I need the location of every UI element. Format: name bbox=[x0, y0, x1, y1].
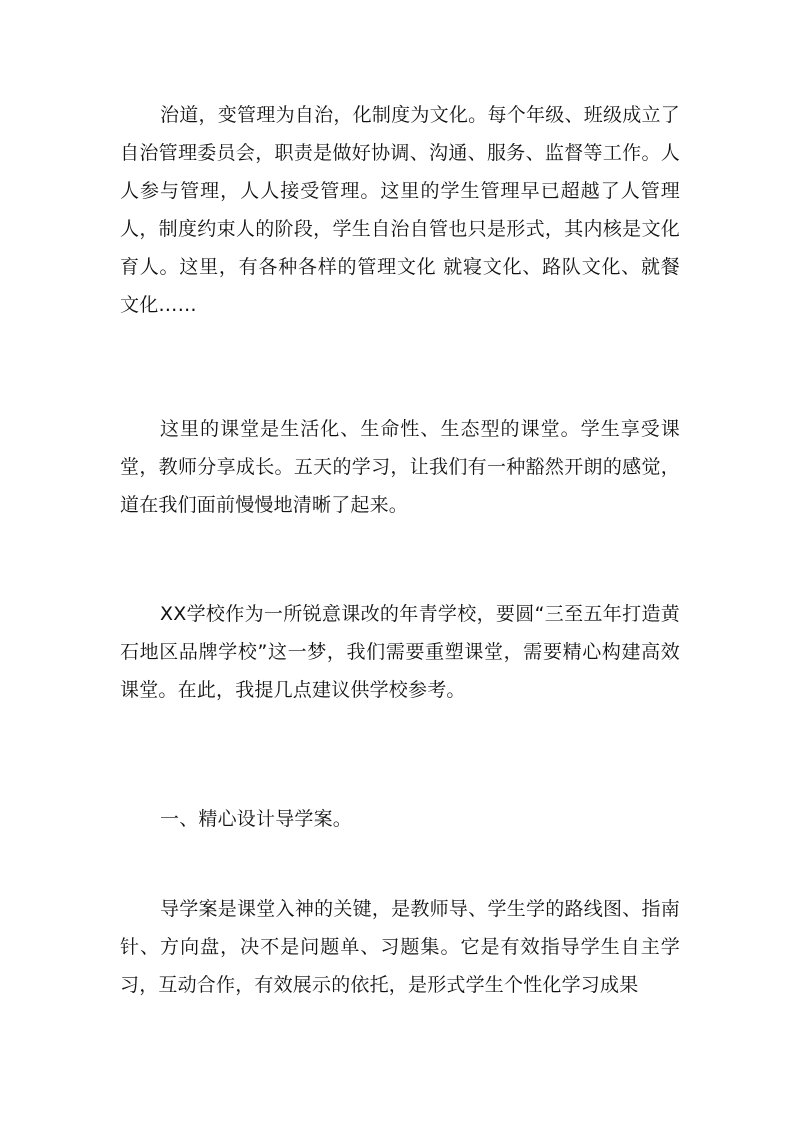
paragraph-school-goal: XX学校作为一所锐意课改的年青学校，要圆“三至五年打造黄石地区品牌学校”这一梦，我们需要重塑课堂，需要精心构建高效课堂。在此，我提几点建议供学校参考。 bbox=[120, 603, 680, 701]
paragraph-guide-plan: 导学案是课堂入神的关键，是教师导、学生学的路线图、指南针、方向盘，决不是问题单、习题集。它是有效指导学生自主学习，互动合作，有效展示的依托，是形式学生个性化学习成果 bbox=[120, 898, 680, 996]
paragraph-self-governance: 治道，变管理为自治，化制度为文化。每个年级、班级成立了自治管理委员会，职责是做好协调、沟通、服务、监督等工作。人人参与管理，人人接受管理。这里的学生管理早已超越了人管理人，制度约束人的阶段，学生自治自管也只是形式，其内核是文化育人。这里，有各种各样的管理文化 就寝文化、路队文化、就餐文化…… bbox=[120, 104, 680, 316]
paragraph-classroom: 这里的课堂是生活化、生命性、生态型的课堂。学生享受课堂，教师分享成长。五天的学习，让我们有一种豁然开朗的感觉，道在我们面前慢慢地清晰了起来。 bbox=[120, 418, 680, 516]
section-heading-guide-plan: 一、精心设计导学案。 bbox=[160, 808, 353, 830]
